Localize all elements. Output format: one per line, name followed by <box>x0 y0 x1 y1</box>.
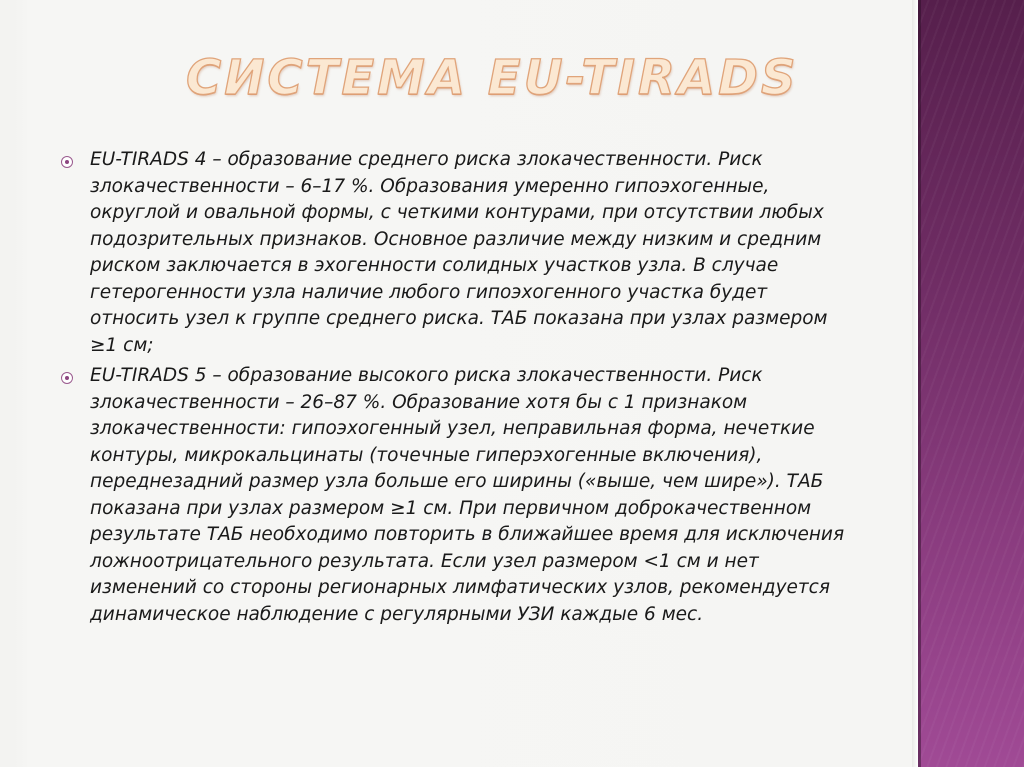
decorative-side-band <box>918 0 1024 767</box>
slide-title: СИСТЕМА EU-TIRADS <box>186 50 799 106</box>
bullet-text: EU-TIRADS 5 – образование высокого риска злокачественности. Риск злокачественности – 26–87 %. Образование хотя бы с 1 признаком злокачественности: гипоэхогенный узел, неправильная форма, нечеткие контуры, микрокальцинаты (точечные гиперэхогенные включения), переднезадний размер узла больше его ширины («выше, чем шире»). ТАБ показана при узлах размером ≥1 см. При первичном доброкачественном результате ТАБ необходимо повторить в ближайшее время для исключения ложноотрицательного результата. Если узел размером <1 см и нет изменений со стороны регионарных лимфатических узлов, рекомендуется динамическое наблюдение с регулярными УЗИ каждые 6 мес. <box>90 365 845 625</box>
bullet-item-eu-tirads-4 <box>60 147 860 359</box>
bullet-item-eu-tirads-5 <box>60 363 860 628</box>
circle-bullet-icon <box>61 156 73 168</box>
bullet-text: EU-TIRADS 4 – образование среднего риска злокачественности. Риск злокачественности – 6–17 %. Образования умеренно гипоэхогенные, округлой и овальной формы, с четкими контурами, при отсутствии любых подозрительных признаков. Основное различие между низким и средним риском заключается в эхогенности солидных участков узла. В случае гетерогенности узла наличие любого гипоэхогенного участка будет относить узел к группе среднего риска. ТАБ показана при узлах размером ≥1 см; <box>90 149 828 356</box>
circle-bullet-icon <box>61 372 73 384</box>
bullet-list <box>60 147 860 632</box>
